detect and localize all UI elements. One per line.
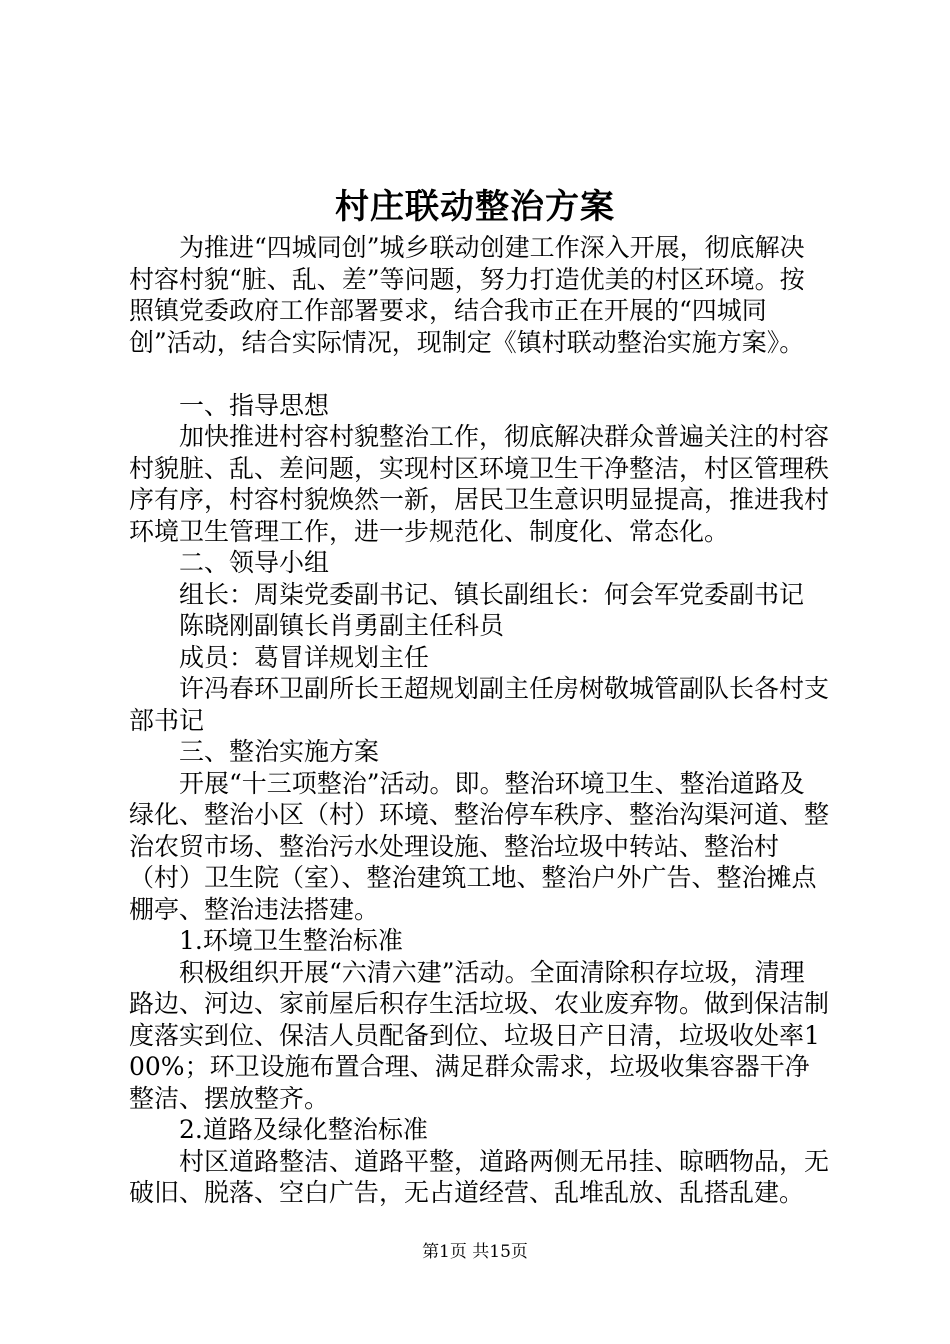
paragraph-road-greening-standard: 村区道路整洁、道路平整，道路两侧无吊挂、晾晒物品，无破旧、脱落、空白广告，无占道经营、乱堆乱放、乱搭乱建。: [129, 1146, 830, 1207]
heading-sanitation-standard: 1.环境卫生整治标准: [179, 926, 403, 955]
paragraph-deputy-leaders: 陈晓刚副镇长肖勇副主任科员: [179, 611, 505, 640]
paragraph-group-leaders: 组长：周柒党委副书记、镇长副组长：何会军党委副书记: [179, 579, 805, 609]
paragraph-intro: 为推进“四城同创”城乡联动创建工作深入开展，彻底解决村容村貌“脏、乱、差”等问题，努力打造优美的村区环境。按照镇党委政府工作部署要求，结合我市正在开展的“四城同创”活动，结合实际情况，现制定《镇村联动整治实施方案》。: [129, 233, 805, 357]
document-title: 村庄联动整治方案: [335, 187, 615, 227]
heading-guiding-ideology: 一、指导思想: [179, 390, 330, 420]
paragraph-members: 成员：葛冒详规划主任: [179, 642, 430, 672]
heading-leadership-group: 二、领导小组: [179, 548, 330, 577]
paragraph-guiding-ideology: 加快推进村容村貌整治工作，彻底解决群众普遍关注的村容村貌脏、乱、差问题，实现村区环境卫生干净整洁，村区管理秩序有序，村容村貌焕然一新，居民卫生意识明显提高，推进我村环境卫生管理工作，进一步规范化、制度化、常态化。: [129, 422, 830, 546]
heading-road-greening-standard: 2.道路及绿化整治标准: [179, 1115, 428, 1144]
paragraph-member-list: 许冯春环卫副所长王超规划副主任房树敬城管副队长各村支部书记: [129, 674, 830, 735]
paragraph-sanitation-standard: 积极组织开展“六清六建”活动。全面清除积存垃圾，清理路边、河边、家前屋后积存生活垃圾、农业废弃物。做到保洁制度落实到位、保洁人员配备到位、垃圾日产日清，垃圾收处率100%；环卫设施布置合理、满足群众需求，垃圾收集容器干净整洁、摆放整齐。: [129, 957, 830, 1113]
heading-implementation-plan: 三、整治实施方案: [179, 737, 380, 766]
document-body: [129, 232, 829, 1209]
page-footer: 第1页 共15页: [422, 1242, 528, 1262]
paragraph-thirteen-rectifications: 开展“十三项整治”活动。即。整治环境卫生、整治道路及绿化、整治小区（村）环境、整治停车秩序、整治沟渠河道、整治农贸市场、整治污水处理设施、整治垃圾中转站、整治村（村）卫生院（室）、整治建筑工地、整治户外广告、整治摊点棚亭、整治违法搭建。: [129, 768, 830, 924]
